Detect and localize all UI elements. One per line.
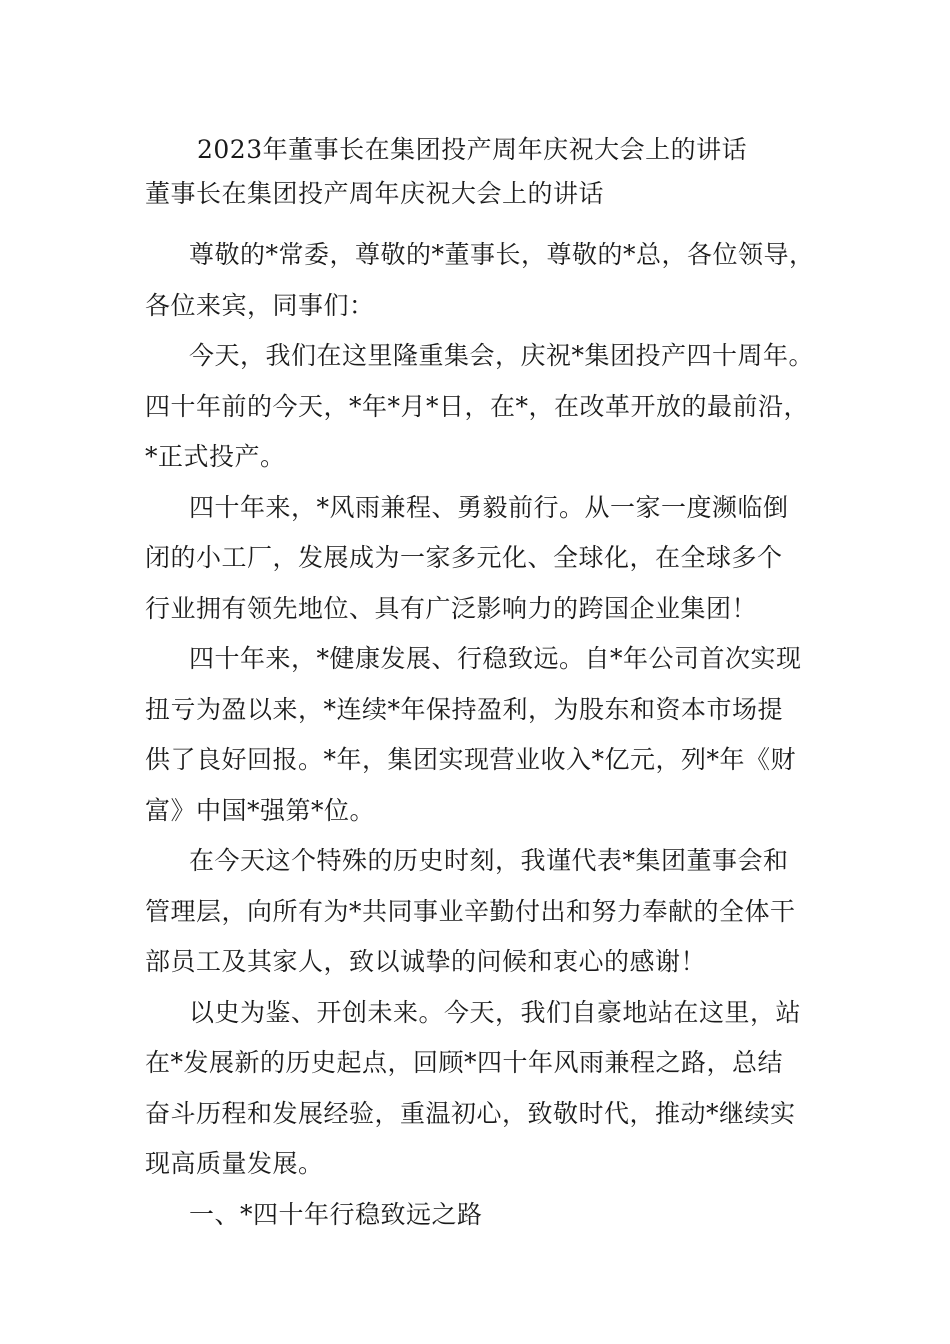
document-title: 2023年董事长在集团投产周年庆祝大会上的讲话 — [197, 135, 748, 164]
paragraph-line: 以史为鉴、开创未来。今天，我们自豪地站在这里，站 — [189, 997, 802, 1027]
paragraph-line: 现高质量发展。 — [145, 1149, 324, 1178]
body-paragraph — [145, 331, 815, 483]
paragraph-list — [145, 230, 815, 1240]
body-paragraph — [145, 230, 815, 331]
document-body — [145, 128, 815, 1240]
paragraph-line: 一、*四十年行稳致远之路 — [189, 1199, 483, 1229]
paragraph-line: 四十年来，*健康发展、行稳致远。自*年公司首次实现 — [189, 644, 802, 673]
body-paragraph — [145, 836, 815, 988]
paragraph-line: 行业拥有领先地位、具有广泛影响力的跨国企业集团！ — [145, 593, 758, 623]
document-subtitle: 董事长在集团投产周年庆祝大会上的讲话 — [145, 179, 605, 208]
paragraph-line: 今天，我们在这里隆重集会，庆祝*集团投产四十周年。 — [189, 341, 815, 370]
paragraph-line: 各位来宾，同事们： — [145, 290, 375, 320]
paragraph-line: 在*发展新的历史起点，回顾*四十年风雨兼程之路，总结 — [145, 1048, 784, 1077]
paragraph-line: 管理层，向所有为*共同事业辛勤付出和努力奉献的全体干 — [145, 896, 796, 926]
paragraph-line: 尊敬的*常委，尊敬的*董事长，尊敬的*总，各位领导， — [189, 240, 815, 269]
paragraph-line: 四十年前的今天，*年*月*日，在*，在改革开放的最前沿， — [145, 391, 810, 421]
paragraph-line: 奋斗历程和发展经验，重温初心，致敬时代，推动*继续实 — [145, 1098, 796, 1128]
paragraph-line: 闭的小工厂，发展成为一家多元化、全球化，在全球多个 — [145, 543, 783, 572]
body-paragraph — [145, 1190, 815, 1241]
paragraph-line: 部员工及其家人，致以诚挚的问候和衷心的感谢！ — [145, 947, 707, 976]
paragraph-line: *正式投产。 — [145, 442, 286, 471]
body-paragraph — [145, 483, 815, 635]
paragraph-line: 扭亏为盈以来，*连续*年保持盈利，为股东和资本市场提 — [145, 694, 784, 724]
paragraph-line: 四十年来，*风雨兼程、勇毅前行。从一家一度濒临倒 — [189, 492, 789, 522]
body-paragraph — [145, 988, 815, 1190]
body-paragraph — [145, 634, 815, 836]
paragraph-line: 富》中国*强第*位。 — [145, 795, 376, 825]
paragraph-line: 供了良好回报。*年，集团实现营业收入*亿元，列*年《财 — [145, 745, 797, 774]
paragraph-line: 在今天这个特殊的历史时刻，我谨代表*集团董事会和 — [189, 846, 789, 875]
